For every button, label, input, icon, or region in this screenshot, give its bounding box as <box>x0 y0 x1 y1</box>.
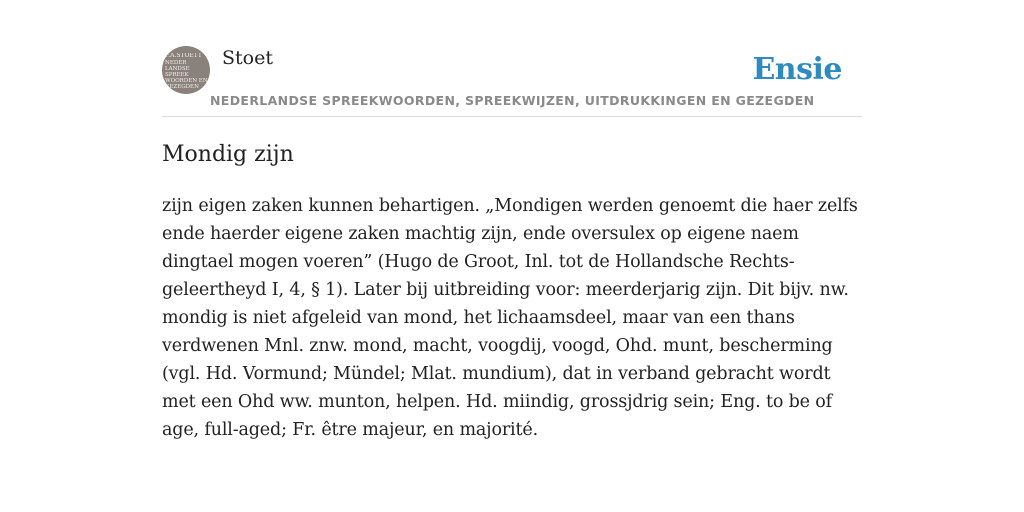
entry-title: Mondig zijn <box>162 142 294 167</box>
entry-body: zijn eigen zaken kunnen behartigen. „Mondigen werden genoemt die haer zelfs ende haerder eigene zaken machtig zijn, ende oversulex op eigene naem dingtael mogen voeren” (Hugo de Groot, Inl. tot de Hollandsche Rechts-geleertheyd I, 4, § 1). Later bij uitbreiding voor: meerderjarig zijn. Dit bijv. nw. mondig is niet afgeleid van mond, het lichaamsdeel, maar van een thans verdwenen Mnl. znw. mond, macht, voogdij, voogd, Ohd. munt, bescherming (vgl. Hd. Vormund; Mündel; Mlat. mundium), dat in verband gebracht wordt met een Ohd ww. munton, helpen. Hd. miindig, grossjdrig sein; Eng. to be of age, full-aged; Fr. être majeur, en majorité. <box>162 196 858 440</box>
book-cover-avatar[interactable] <box>162 46 210 94</box>
avatar-line: SPREEK <box>165 72 189 78</box>
avatar-lines <box>165 60 209 90</box>
avatar-line: LANDSE <box>165 66 190 72</box>
page-header <box>162 46 862 117</box>
avatar-title: F.A.STOETT <box>165 53 202 59</box>
avatar-line: WOORDEN EN <box>165 78 208 84</box>
ensie-logo[interactable]: Ensie <box>752 52 842 87</box>
source-subtitle[interactable]: NEDERLANDSE SPREEKWOORDEN, SPREEKWIJZEN, UITDRUKKINGEN EN GEZEGDEN <box>210 93 815 108</box>
avatar-line: GEZEGDEN <box>165 84 199 90</box>
author-link[interactable]: Stoet <box>222 47 273 69</box>
avatar-line: NEDER <box>165 60 187 66</box>
